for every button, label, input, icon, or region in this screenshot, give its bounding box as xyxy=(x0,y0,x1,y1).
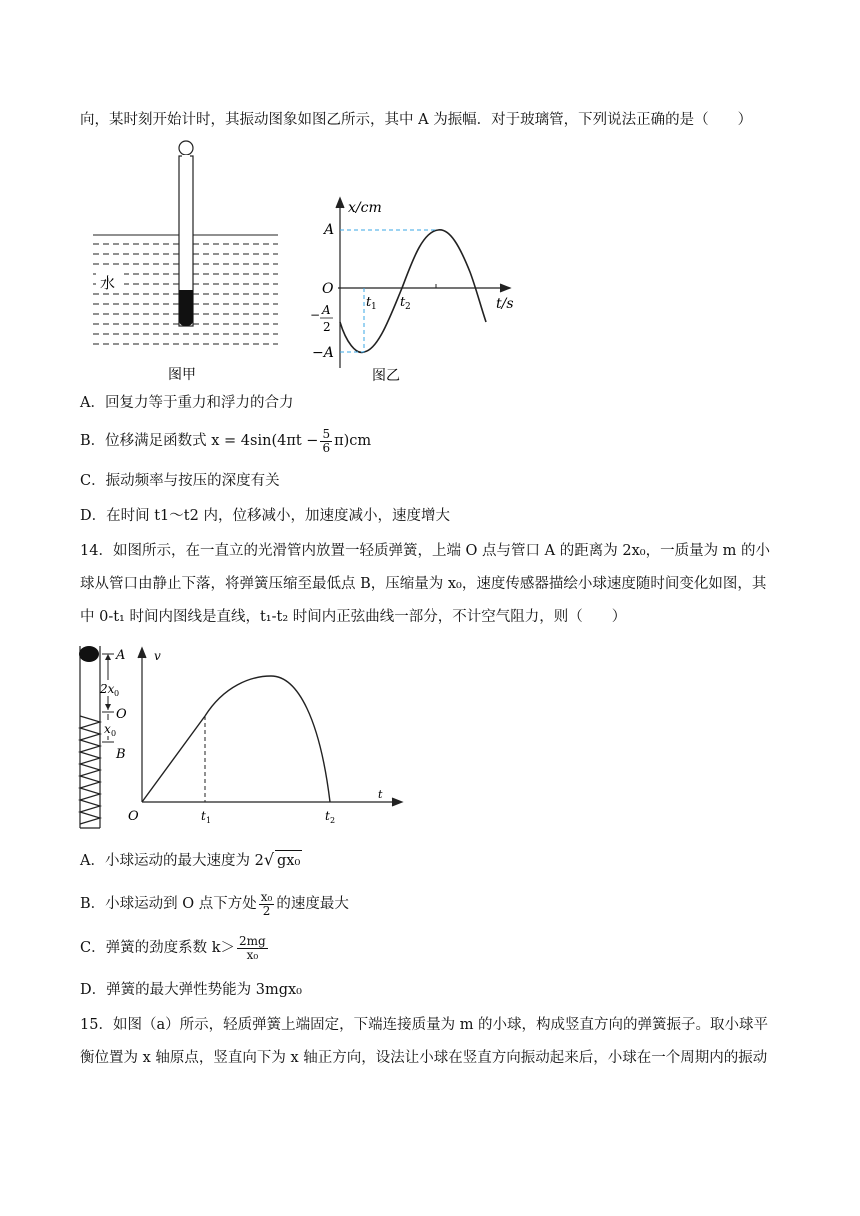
q13-option-b-frac-num: 5 xyxy=(322,426,331,441)
q14-label-2x0: 2x xyxy=(100,682,115,696)
q14-t1-sub: 1 xyxy=(206,816,212,825)
q14-label-O: O xyxy=(116,707,127,722)
q13-intro: 向，某时刻开始计时，其振动图象如图乙所示，其中 A 为振幅．对于玻璃管，下列说法正确的是（ ） xyxy=(80,112,753,128)
q14-option-b-frac-den: 2 xyxy=(262,903,271,918)
yi-tick-A: A xyxy=(324,222,335,238)
q14-option-c-frac-den: x₀ xyxy=(246,947,259,962)
yi-y-axis-label: x/cm xyxy=(348,200,382,216)
yi-tick-negA: −A xyxy=(312,345,334,361)
q14-t2-label: t xyxy=(325,809,330,823)
q14-line-3: 中 0-t₁ 时间内图线是直线，t₁-t₂ 时间内正弦曲线一部分，不计空气阻力，则（ ） xyxy=(80,609,627,625)
q13-option-b-formula-left: x = 4sin(4πt − xyxy=(211,433,319,449)
q14-label-B: B xyxy=(116,747,126,762)
q14-line-2: 球从管口由静止下落，将弹簧压缩至最低点 B，压缩量为 x₀，速度传感器描绘小球速度随时间变化如图，其 xyxy=(80,576,767,592)
q14-label-2x0-sub: 0 xyxy=(114,689,120,698)
q13-option-d: D．在时间 t1～t2 内，位移减小，加速度减小，速度增大 xyxy=(80,508,450,524)
yi-t1-label: t xyxy=(366,295,372,310)
yi-tick-O: O xyxy=(322,281,334,297)
q14-label-x0: x xyxy=(104,722,111,736)
sqrt-symbol: √ xyxy=(263,850,275,869)
figure-jia-caption: 图甲 xyxy=(168,367,196,383)
q14-option-c-fraction xyxy=(237,935,268,962)
q14-option-c-prefix: C．弹簧的劲度系数 k＞ xyxy=(80,940,235,956)
q14-option-b-fraction xyxy=(259,891,275,918)
q14-label-x0-sub: 0 xyxy=(111,729,117,738)
yi-x-axis-label: t/s xyxy=(496,296,514,312)
q14-option-b-frac-num: x₀ xyxy=(260,889,273,904)
q14-origin-label: O xyxy=(128,809,139,824)
q14-option-b-prefix: B．小球运动到 O 点下方处 xyxy=(80,896,257,912)
yi-t2-label: t xyxy=(400,295,406,310)
q14-t2-sub: 2 xyxy=(330,816,336,825)
yi-minus-sign: − xyxy=(310,308,321,322)
figure-yi-caption: 图乙 xyxy=(372,368,400,384)
figure-jia xyxy=(88,138,288,386)
figure-q14 xyxy=(76,640,416,832)
q14-label-A: A xyxy=(116,648,126,663)
q13-option-b-frac-den: 6 xyxy=(322,440,331,455)
q14-option-d: D．弹簧的最大弹性势能为 3mgx₀ xyxy=(80,982,302,998)
water-label: 水 xyxy=(100,274,116,292)
yi-t2-sub: 2 xyxy=(405,302,411,312)
q14-option-a-prefix: A．小球运动的最大速度为 2 xyxy=(80,853,264,869)
q13-option-b xyxy=(80,426,371,456)
q14-option-c xyxy=(80,933,270,963)
yi-t1-sub: 1 xyxy=(371,302,377,312)
q15-line-1: 15．如图（a）所示，轻质弹簧上端固定，下端连接质量为 m 的小球，构成竖直方向的弹簧振子。取小球平 xyxy=(80,1017,769,1033)
q14-t-axis-label: t xyxy=(378,788,383,801)
q14-option-b xyxy=(80,889,349,919)
q13-option-b-fraction xyxy=(320,428,332,455)
q14-option-b-suffix: 的速度最大 xyxy=(276,896,349,912)
q14-v-axis-label: v xyxy=(154,649,161,663)
q14-line-1: 14．如图所示，在一直立的光滑管内放置一轻质弹簧，上端 O 点与管口 A 的距离为 2x₀，一质量为 m 的小 xyxy=(80,543,771,559)
q14-t1-label: t xyxy=(201,809,206,823)
q13-option-c: C．振动频率与按压的深度有关 xyxy=(80,473,280,489)
figure-yi xyxy=(300,192,530,388)
yi-tick-negA2-top: A xyxy=(322,303,331,317)
q14-option-c-frac-num: 2mg xyxy=(239,933,266,948)
q13-option-b-formula-right: π)cm xyxy=(334,433,372,449)
q13-option-a: A．回复力等于重力和浮力的合力 xyxy=(80,395,294,411)
q14-option-a-root: gx₀ xyxy=(275,850,302,871)
yi-tick-negA2-bottom: 2 xyxy=(323,320,331,334)
q13-option-b-prefix: B．位移满足函数式 xyxy=(80,433,212,449)
q14-option-a xyxy=(80,850,302,871)
q15-line-2: 衡位置为 x 轴原点，竖直向下为 x 轴正方向，设法让小球在竖直方向振动起来后，小球在一个周期内的振动 xyxy=(80,1050,768,1066)
